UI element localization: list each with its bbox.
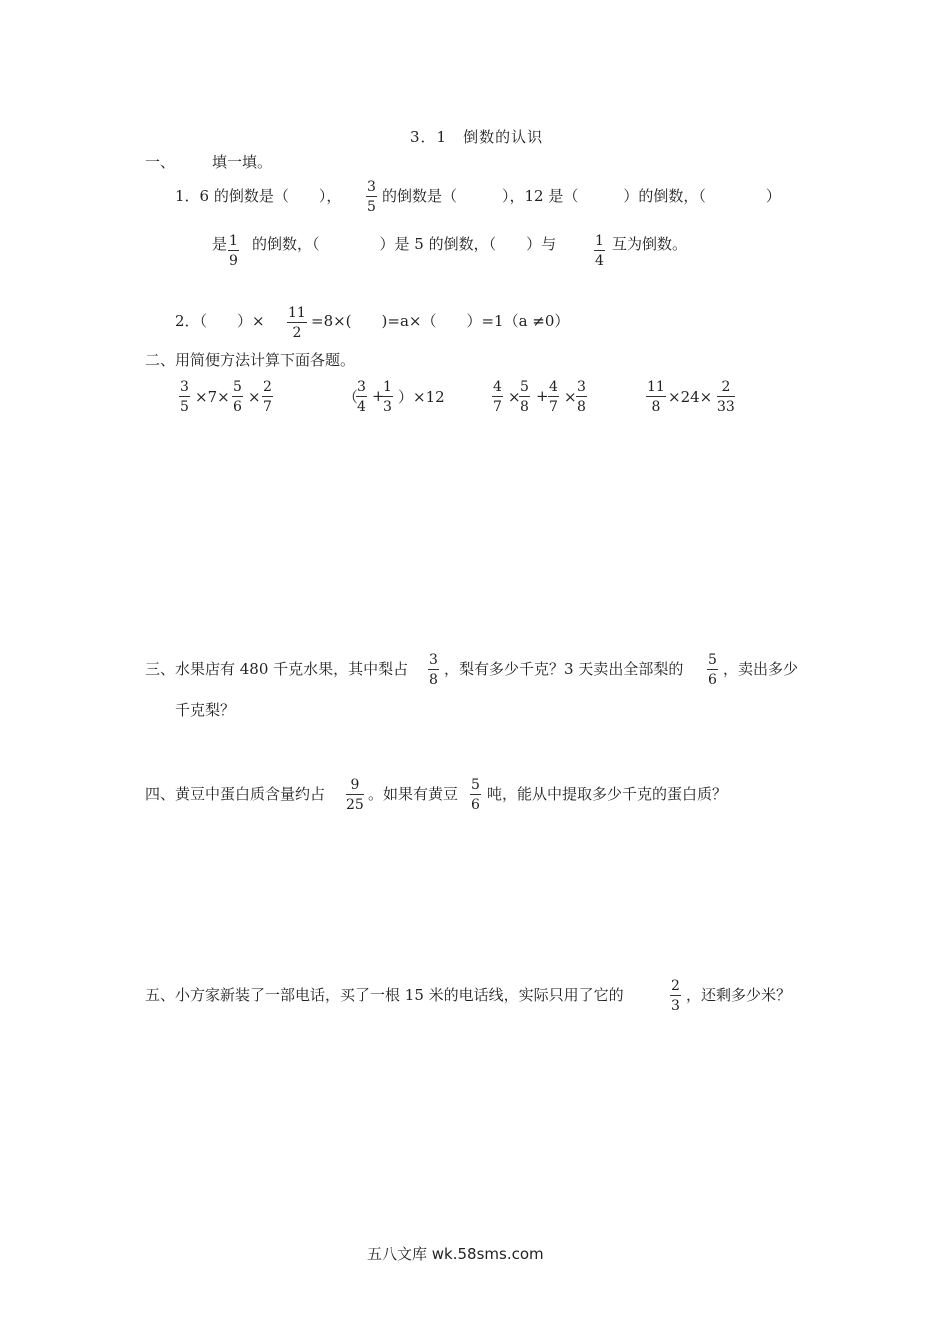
expr2-fraction-1: [356, 380, 367, 414]
page-title: 3．1 倒数的认识: [410, 128, 544, 146]
expr2-operator-1: +: [372, 387, 385, 405]
fraction-denominator: 4: [357, 399, 366, 415]
section4-fraction-1: [346, 778, 364, 812]
section4-text-b: 。如果有黄豆: [368, 785, 459, 803]
expr1-fraction-3: [262, 380, 273, 414]
fraction-denominator: 25: [346, 797, 364, 813]
q1-fraction-3: [594, 234, 605, 268]
fraction-denominator: 7: [549, 399, 558, 415]
q1-text-d: 的倒数，（ ）是 5 的倒数，（ ）与: [252, 235, 557, 253]
section5-text-b: ，还剩多少米？: [686, 986, 792, 1004]
fraction-denominator: 8: [651, 399, 661, 415]
fraction-denominator: 3: [671, 998, 680, 1014]
expr2-open-paren: （: [343, 388, 359, 406]
fraction-numerator: 2: [671, 978, 680, 994]
expr1-fraction-2: [232, 380, 243, 414]
fraction-numerator: 3: [429, 652, 438, 668]
section4-fraction-2: [470, 778, 481, 812]
expr3-operator-1: ×: [508, 388, 521, 406]
q1-text-e: 互为倒数。: [612, 235, 688, 253]
expr4-fraction-2: [717, 380, 735, 414]
fraction-numerator: 1: [383, 379, 392, 395]
fraction-numerator: 3: [577, 379, 586, 395]
section3-text-c: ，卖出多少: [723, 660, 799, 678]
fraction-numerator: 5: [471, 777, 480, 793]
fraction-numerator: 4: [493, 379, 502, 395]
fraction-denominator: 4: [595, 253, 604, 269]
expr1-fraction-1: [179, 380, 190, 414]
section4-text-c: 吨，能从中提取多少千克的蛋白质？: [487, 785, 728, 803]
expr4-fraction-1: [646, 380, 666, 414]
q2-text-b: =8×( )=a×（ ）=1（a ≠0）: [311, 312, 570, 330]
q1-text-a: 1．6 的倒数是（ ），: [175, 187, 342, 205]
section1-subheading: 填一填。: [212, 153, 273, 171]
q1-text-c: 是: [212, 235, 228, 253]
fraction-denominator: 8: [577, 399, 586, 415]
fraction-numerator: 3: [180, 379, 189, 395]
expr3-fraction-2: [519, 380, 530, 414]
expr3-fraction-4: [576, 380, 587, 414]
fraction-numerator: 2: [721, 379, 731, 395]
fraction-numerator: 9: [350, 777, 360, 793]
section1-heading: 一、: [145, 153, 176, 171]
expr1-operator-1: ×7×: [195, 388, 230, 406]
fraction-denominator: 6: [471, 797, 480, 813]
fraction-numerator: 5: [233, 379, 242, 395]
section3-fraction-2: [707, 653, 718, 687]
section3-text-b: ，梨有多少千克？3 天卖出全部梨的: [444, 660, 684, 678]
expr3-fraction-1: [492, 380, 503, 414]
section5-fraction-1: [670, 979, 681, 1013]
fraction-numerator: 11: [647, 379, 665, 395]
fraction-denominator: 33: [717, 399, 735, 415]
expr2-fraction-2: [382, 380, 393, 414]
section3-fraction-1: [428, 653, 439, 687]
fraction-denominator: 8: [429, 672, 438, 688]
fraction-denominator: 9: [229, 253, 238, 269]
fraction-denominator: 5: [367, 199, 376, 215]
fraction-numerator: 1: [229, 233, 238, 249]
fraction-numerator: 3: [367, 179, 376, 195]
fraction-denominator: 6: [233, 399, 242, 415]
fraction-denominator: 5: [180, 399, 189, 415]
section3-text-d: 千克梨？: [175, 701, 236, 719]
fraction-denominator: 2: [292, 325, 302, 341]
fraction-numerator: 1: [595, 233, 604, 249]
q2-fraction-1: [287, 306, 307, 340]
fraction-denominator: 7: [493, 399, 502, 415]
section5-text-a: 五、小方家新装了一部电话，买了一根 15 米的电话线，实际只用了它的: [145, 986, 624, 1004]
q1-fraction-1: [366, 180, 377, 214]
fraction-numerator: 5: [708, 652, 717, 668]
fraction-numerator: 4: [549, 379, 558, 395]
expr3-operator-2: +: [536, 387, 549, 405]
section4-text-a: 四、黄豆中蛋白质含量约占: [145, 785, 326, 803]
expr1-operator-2: ×: [248, 388, 261, 406]
section2-heading: 二、用简便方法计算下面各题。: [145, 351, 356, 369]
fraction-numerator: 5: [520, 379, 529, 395]
expr3-operator-3: ×: [564, 388, 577, 406]
footer-watermark: 五八文库 wk.58sms.com: [367, 1245, 544, 1263]
q1-text-b: 的倒数是（ ），12 是（ ）的倒数，（ ）: [382, 187, 781, 205]
fraction-numerator: 2: [263, 379, 272, 395]
fraction-numerator: 11: [288, 305, 306, 321]
q2-text-a: 2．（ ）×: [175, 312, 265, 330]
expr4-operator-1: ×24×: [668, 388, 713, 406]
expr2-close: ）×12: [398, 388, 445, 406]
q1-fraction-2: [228, 234, 239, 268]
fraction-numerator: 3: [357, 379, 366, 395]
section3-text-a: 三、水果店有 480 千克水果，其中梨占: [145, 660, 409, 678]
expr3-fraction-3: [548, 380, 559, 414]
fraction-denominator: 8: [520, 399, 529, 415]
fraction-denominator: 7: [263, 399, 272, 415]
fraction-denominator: 6: [708, 672, 717, 688]
fraction-denominator: 3: [383, 399, 392, 415]
